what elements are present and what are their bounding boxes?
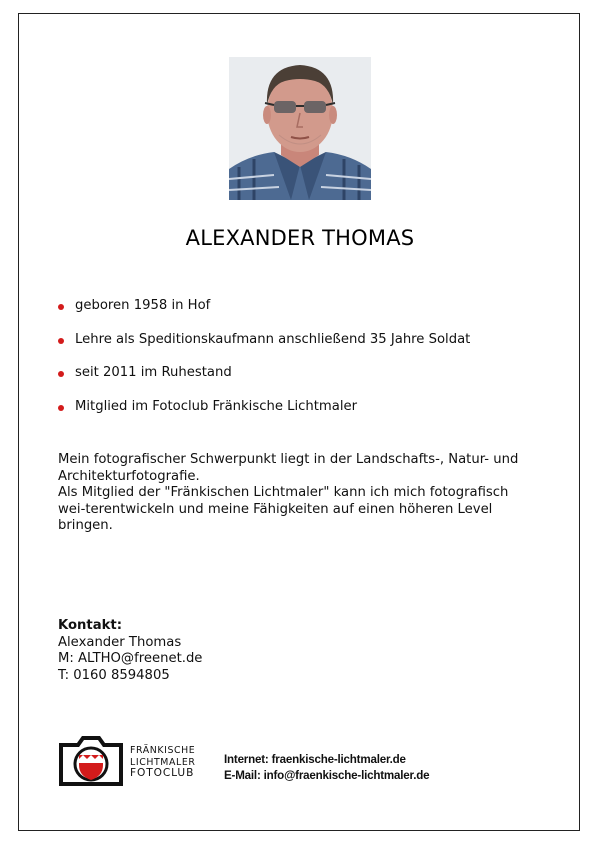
club-logo: [58, 735, 208, 787]
contact-phone: T: 0160 8594805: [58, 668, 170, 684]
contact-heading: Kontakt:: [58, 618, 122, 633]
club-contact: [224, 752, 429, 784]
description-line-2: Als Mitglied der "Fränkischen Lichtmaler" kann ich mich fotografisch wei-terentwickeln und meine Fähigkeiten auf einen höheren Level bringen.: [58, 485, 509, 534]
club-internet: Internet: fraenkische-lichtmaler.de: [224, 753, 406, 766]
portrait-photo: [229, 57, 371, 200]
camera-logo-icon: [58, 735, 124, 787]
club-logo-line-3: FOTOCLUB: [130, 767, 195, 780]
list-item-text: geboren 1958 in Hof: [75, 298, 211, 313]
contact-name: Alexander Thomas: [58, 634, 182, 650]
club-logo-line-1: FRÄNKISCHE: [130, 745, 196, 756]
bullet-dot-icon: [58, 338, 64, 344]
bullet-dot-icon: [58, 405, 64, 411]
club-logo-text: [130, 745, 195, 780]
list-item: [58, 399, 470, 433]
list-item-text: seit 2011 im Ruhestand: [75, 365, 232, 380]
bullet-dot-icon: [58, 371, 64, 377]
contact-email: M: ALTHO@freenet.de: [58, 651, 203, 667]
bio-list: [58, 298, 470, 432]
club-email: E-Mail: info@fraenkische-lichtmaler.de: [224, 769, 430, 782]
description: [58, 452, 538, 535]
person-name: ALEXANDER THOMAS: [185, 226, 415, 250]
bullet-dot-icon: [58, 304, 64, 310]
description-line-1: Mein fotografischer Schwerpunkt liegt in der Landschafts-, Natur- und Architekturfotografie.: [58, 452, 519, 484]
contact-block: [58, 618, 202, 685]
list-item: [58, 365, 470, 399]
list-item: [58, 298, 470, 332]
list-item-text: Lehre als Speditionskaufmann anschließend 35 Jahre Soldat: [75, 331, 471, 347]
club-logo-line-2: LICHTMALER: [130, 756, 196, 768]
portrait-image: [229, 57, 371, 200]
list-item-text: Mitglied im Fotoclub Fränkische Lichtmaler: [75, 398, 358, 414]
list-item: [58, 332, 470, 366]
